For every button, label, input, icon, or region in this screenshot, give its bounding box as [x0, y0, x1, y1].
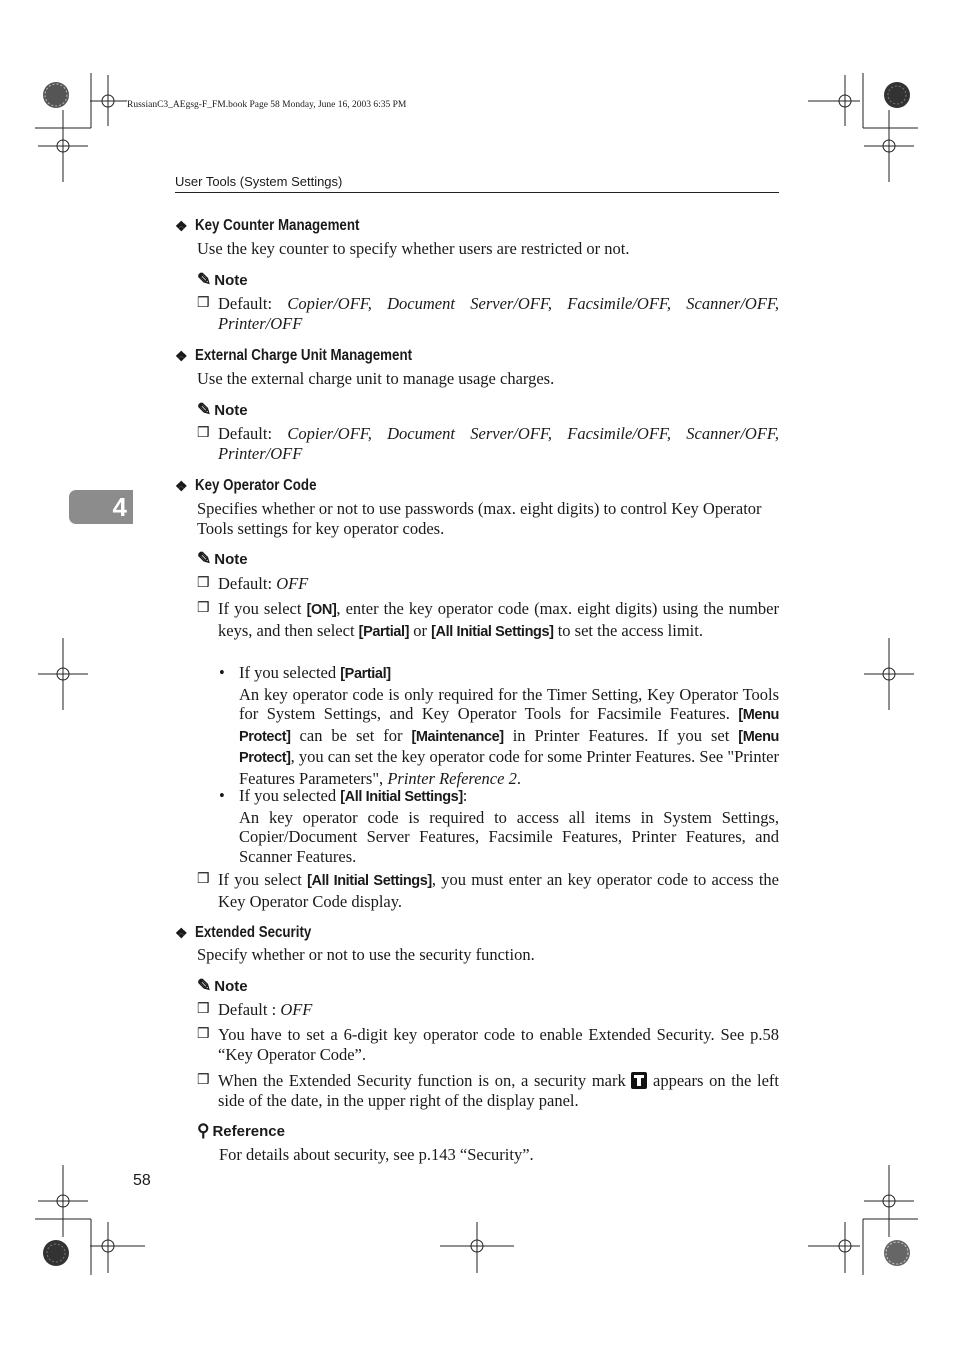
note-item: ❒ You have to set a 6-digit key operator code to enable Extended Security. See p.58 “Key Operator Code”.: [197, 1025, 779, 1064]
section-heading-external-charge: ❖ External Charge Unit Management: [175, 347, 412, 364]
diamond-bullet-icon: ❖: [175, 347, 188, 364]
note-heading: ✎ Note: [197, 270, 248, 289]
note-item: ❒ When the Extended Security function is on, a security mark appears on the left side of the date, in the upper right of the display panel.: [197, 1071, 780, 1110]
note-item: ❒ Default: Copier/OFF, Document Server/OFF, Facsimile/OFF, Scanner/OFF, Printer/OFF: [197, 424, 780, 463]
pencil-icon: ✎: [197, 400, 212, 419]
sub-bullet-item: • If you selected [Partial] An key operator code is only required for the Timer Setting, Key Operator Tools for System Settings, and Key Operator Tools for Facsimile Features. [Menu Protect] can be set for [Maintenance] in Printer Features. If you set [Menu Protect], you can set the key operator code for some Printer Features. See "Printer Features Parameters", Printer Reference 2.: [219, 663, 779, 788]
file-info: RussianC3_AEgsg-F_FM.book Page 58 Monday, June 16, 2003 6:35 PM: [127, 100, 407, 110]
page-number: 58: [133, 1172, 151, 1189]
diamond-bullet-icon: ❖: [175, 217, 188, 234]
note-heading: ✎ Note: [197, 549, 248, 568]
note-item: ❒ If you select [ON], enter the key operator code (max. eight digits) using the number keys, and then select [Partial] or [All Initial Settings] to set the access limit.: [197, 599, 779, 640]
note-heading: ✎ Note: [197, 400, 248, 419]
security-mark-icon: [631, 1072, 647, 1089]
section-body: Specify whether or not to use the security function.: [197, 945, 535, 964]
section-body: Use the external charge unit to manage usage charges.: [197, 369, 555, 388]
section-body: Use the key counter to specify whether users are restricted or not.: [197, 239, 630, 258]
dot-bullet-icon: •: [219, 786, 225, 805]
note-item: ❒ If you select [All Initial Settings], you must enter an key operator code to access the Key Operator Code display.: [197, 870, 779, 911]
checkbox-bullet-icon: ❒: [197, 872, 210, 887]
checkbox-bullet-icon: ❒: [197, 576, 210, 591]
sub-bullet-item: • If you selected [All Initial Settings]: An key operator code is required to access all items in System Settings, Copier/Document Server Features, Facsimile Features, Printer Features, and Scanner Features.: [219, 786, 779, 866]
reference-text: For details about security, see p.143 “Security”.: [219, 1145, 534, 1164]
note-item: ❒ Default : OFF: [197, 1000, 313, 1019]
diamond-bullet-icon: ❖: [175, 924, 188, 941]
running-header: User Tools (System Settings): [175, 174, 343, 189]
note-item: ❒ Default: OFF: [197, 574, 309, 593]
pencil-icon: ✎: [197, 549, 212, 568]
section-heading-key-counter: ❖ Key Counter Management: [175, 217, 359, 234]
checkbox-bullet-icon: ❒: [197, 296, 210, 311]
magnifier-icon: ⚲: [197, 1121, 210, 1140]
checkbox-bullet-icon: ❒: [197, 1027, 210, 1042]
section-heading-key-operator-code: ❖ Key Operator Code: [175, 477, 317, 494]
dot-bullet-icon: •: [219, 663, 225, 682]
diamond-bullet-icon: ❖: [175, 477, 188, 494]
pencil-icon: ✎: [197, 270, 212, 289]
note-item: ❒ Default: Copier/OFF, Document Server/OFF, Facsimile/OFF, Scanner/OFF, Printer/OFF: [197, 294, 780, 333]
note-heading: ✎ Note: [197, 976, 248, 995]
checkbox-bullet-icon: ❒: [197, 426, 210, 441]
chapter-tab: 4: [69, 490, 133, 524]
checkbox-bullet-icon: ❒: [197, 1073, 210, 1088]
reference-heading: ⚲ Reference: [197, 1121, 285, 1140]
pencil-icon: ✎: [197, 976, 212, 995]
section-heading-extended-security: ❖ Extended Security: [175, 924, 311, 941]
section-body: Specifies whether or not to use passwords (max. eight digits) to control Key Operator Tools settings for key operator codes.: [197, 499, 762, 538]
header-rule: [175, 192, 779, 193]
checkbox-bullet-icon: ❒: [197, 601, 210, 616]
checkbox-bullet-icon: ❒: [197, 1002, 210, 1017]
